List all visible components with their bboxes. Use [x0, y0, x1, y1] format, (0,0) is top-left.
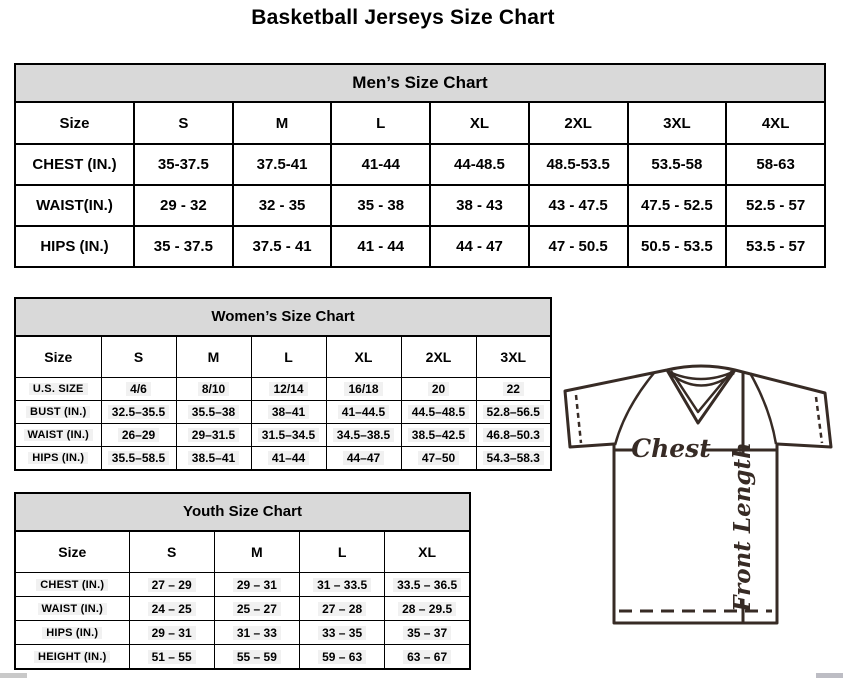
cell-value: HEIGHT (IN.) [34, 651, 110, 663]
mens-column-header: L [331, 102, 430, 144]
horizontal-scrollbar-fragment-left[interactable] [0, 673, 27, 678]
mens-data-row [15, 144, 825, 185]
mens-cell: 38 - 43 [430, 185, 529, 226]
cell-value: 27 – 29 [148, 578, 196, 592]
womens-cell [476, 401, 551, 424]
mens-row-label: WAIST(IN.) [15, 185, 134, 226]
mens-column-header: XL [430, 102, 529, 144]
cell-value: 33.5 – 36.5 [393, 578, 461, 592]
mens-cell: 47.5 - 52.5 [628, 185, 727, 226]
cell-value: 27 – 28 [318, 602, 366, 616]
cell-value: 55 – 59 [233, 650, 281, 664]
mens-cell: 47 - 50.5 [529, 226, 628, 267]
youth-data-row [15, 621, 470, 645]
cell-value: 22 [503, 382, 524, 396]
mens-header-row [15, 102, 825, 144]
womens-column-header: L [251, 336, 326, 378]
womens-row-label [15, 424, 101, 447]
cell-value: 8/10 [198, 382, 229, 396]
womens-cell [101, 424, 176, 447]
womens-cell [101, 401, 176, 424]
womens-table [14, 335, 552, 471]
mens-cell: 53.5-58 [628, 144, 727, 185]
mens-column-header: 3XL [628, 102, 727, 144]
womens-cell [476, 424, 551, 447]
mens-cell: 41-44 [331, 144, 430, 185]
cell-value: 31 – 33 [233, 626, 281, 640]
cell-value: 26–29 [118, 428, 159, 442]
womens-cell [176, 424, 251, 447]
youth-cell [300, 621, 385, 645]
womens-table-title: Women’s Size Chart [14, 297, 552, 337]
womens-cell [326, 401, 401, 424]
cell-value: 29 – 31 [148, 626, 196, 640]
mens-cell: 35 - 37.5 [134, 226, 233, 267]
youth-column-header: M [214, 531, 299, 573]
mens-data-row [15, 226, 825, 267]
youth-cell [214, 573, 299, 597]
womens-row-label [15, 401, 101, 424]
youth-cell [300, 597, 385, 621]
womens-column-header: S [101, 336, 176, 378]
youth-column-header: L [300, 531, 385, 573]
youth-cell [214, 597, 299, 621]
cell-value: 54.3–58.3 [483, 451, 544, 465]
cell-value: 38–41 [268, 405, 309, 419]
youth-data-row [15, 645, 470, 670]
jersey-measurement-diagram [553, 360, 843, 679]
cell-value: 35 – 37 [403, 626, 451, 640]
cell-value: 34.5–38.5 [333, 428, 394, 442]
womens-cell [251, 424, 326, 447]
cell-value: BUST (IN.) [26, 406, 90, 418]
mens-size-chart-table [14, 63, 826, 268]
womens-cell [101, 447, 176, 471]
womens-cell [401, 447, 476, 471]
cell-value: 47–50 [418, 451, 459, 465]
youth-data-row [15, 573, 470, 597]
mens-cell: 41 - 44 [331, 226, 430, 267]
cell-value: 4/6 [126, 382, 151, 396]
cell-value: 35.5–38 [188, 405, 239, 419]
youth-cell [385, 597, 470, 621]
youth-header-row [15, 531, 470, 573]
cell-value: 25 – 27 [233, 602, 281, 616]
cell-value: 41–44 [268, 451, 309, 465]
mens-cell: 43 - 47.5 [529, 185, 628, 226]
mens-column-header: M [233, 102, 332, 144]
youth-cell [385, 621, 470, 645]
mens-column-header: Size [15, 102, 134, 144]
womens-cell [251, 401, 326, 424]
mens-cell: 44 - 47 [430, 226, 529, 267]
mens-cell: 50.5 - 53.5 [628, 226, 727, 267]
jersey-outline [565, 366, 831, 623]
cell-value: 12/14 [269, 382, 307, 396]
womens-data-row [15, 424, 551, 447]
womens-cell [476, 447, 551, 471]
cell-value: 29 – 31 [233, 578, 281, 592]
womens-cell [101, 378, 176, 401]
youth-column-header: XL [385, 531, 470, 573]
cell-value: 33 – 35 [318, 626, 366, 640]
mens-cell: 32 - 35 [233, 185, 332, 226]
womens-column-header: XL [326, 336, 401, 378]
womens-cell [326, 378, 401, 401]
cell-value: CHEST (IN.) [36, 579, 108, 591]
cell-value: 44.5–48.5 [408, 405, 469, 419]
womens-data-row [15, 378, 551, 401]
mens-column-header: 4XL [726, 102, 825, 144]
cell-value: 46.8–50.3 [483, 428, 544, 442]
cell-value: WAIST (IN.) [24, 429, 93, 441]
mens-cell: 37.5 - 41 [233, 226, 332, 267]
womens-data-row [15, 447, 551, 471]
cell-value: 38.5–42.5 [408, 428, 469, 442]
mens-cell: 52.5 - 57 [726, 185, 825, 226]
youth-table-title: Youth Size Chart [14, 492, 471, 532]
cell-value: 28 – 29.5 [398, 602, 456, 616]
youth-column-header: Size [15, 531, 129, 573]
womens-cell [176, 378, 251, 401]
youth-cell [129, 573, 214, 597]
front-length-label: Front Length [729, 442, 756, 612]
cell-value: 31.5–34.5 [258, 428, 319, 442]
youth-size-chart-table [14, 492, 471, 670]
cell-value: 59 – 63 [318, 650, 366, 664]
womens-header-row [15, 336, 551, 378]
cell-value: 24 – 25 [148, 602, 196, 616]
womens-column-header: 2XL [401, 336, 476, 378]
cell-value: HIPS (IN.) [42, 627, 102, 639]
womens-cell [176, 447, 251, 471]
womens-size-chart-table [14, 297, 552, 471]
mens-cell: 48.5-53.5 [529, 144, 628, 185]
womens-cell [251, 447, 326, 471]
womens-cell [176, 401, 251, 424]
youth-cell [300, 573, 385, 597]
cell-value: 29–31.5 [188, 428, 239, 442]
womens-cell [251, 378, 326, 401]
womens-column-header: M [176, 336, 251, 378]
mens-cell: 37.5-41 [233, 144, 332, 185]
mens-table-title: Men’s Size Chart [14, 63, 826, 103]
mens-cell: 44-48.5 [430, 144, 529, 185]
mens-cell: 29 - 32 [134, 185, 233, 226]
womens-cell [401, 424, 476, 447]
cell-value: WAIST (IN.) [38, 603, 107, 615]
mens-column-header: 2XL [529, 102, 628, 144]
youth-cell [129, 621, 214, 645]
womens-row-label [15, 447, 101, 471]
cell-value: HIPS (IN.) [28, 452, 88, 464]
cell-value: 41–44.5 [338, 405, 389, 419]
mens-cell: 35-37.5 [134, 144, 233, 185]
youth-cell [129, 597, 214, 621]
mens-cell: 53.5 - 57 [726, 226, 825, 267]
womens-cell [401, 378, 476, 401]
horizontal-scrollbar-fragment-right[interactable] [816, 673, 843, 678]
womens-row-label [15, 378, 101, 401]
youth-cell [129, 645, 214, 670]
womens-cell [326, 447, 401, 471]
mens-column-header: S [134, 102, 233, 144]
cell-value: 51 – 55 [148, 650, 196, 664]
cell-value: U.S. SIZE [29, 383, 88, 395]
cell-value: 52.8–56.5 [483, 405, 544, 419]
mens-cell: 35 - 38 [331, 185, 430, 226]
youth-cell [385, 573, 470, 597]
cell-value: 38.5–41 [188, 451, 239, 465]
mens-cell: 58-63 [726, 144, 825, 185]
cell-value: 31 – 33.5 [313, 578, 371, 592]
youth-cell [214, 645, 299, 670]
cell-value: 32.5–35.5 [108, 405, 169, 419]
womens-cell [476, 378, 551, 401]
chest-label: Chest [631, 434, 711, 463]
cell-value: 44–47 [343, 451, 384, 465]
mens-data-row [15, 185, 825, 226]
cell-value: 63 – 67 [403, 650, 451, 664]
womens-cell [401, 401, 476, 424]
youth-cell [300, 645, 385, 670]
womens-column-header: Size [15, 336, 101, 378]
womens-data-row [15, 401, 551, 424]
youth-row-label [15, 645, 129, 670]
youth-data-row [15, 597, 470, 621]
cell-value: 35.5–58.5 [108, 451, 169, 465]
youth-row-label [15, 621, 129, 645]
youth-row-label [15, 573, 129, 597]
womens-cell [326, 424, 401, 447]
youth-cell [214, 621, 299, 645]
youth-column-header: S [129, 531, 214, 573]
page-title: Basketball Jerseys Size Chart [251, 6, 555, 29]
mens-table [14, 101, 826, 268]
mens-row-label: HIPS (IN.) [15, 226, 134, 267]
womens-column-header: 3XL [476, 336, 551, 378]
mens-row-label: CHEST (IN.) [15, 144, 134, 185]
cell-value: 16/18 [344, 382, 382, 396]
youth-row-label [15, 597, 129, 621]
cell-value: 20 [428, 382, 449, 396]
youth-table [14, 530, 471, 670]
youth-cell [385, 645, 470, 670]
